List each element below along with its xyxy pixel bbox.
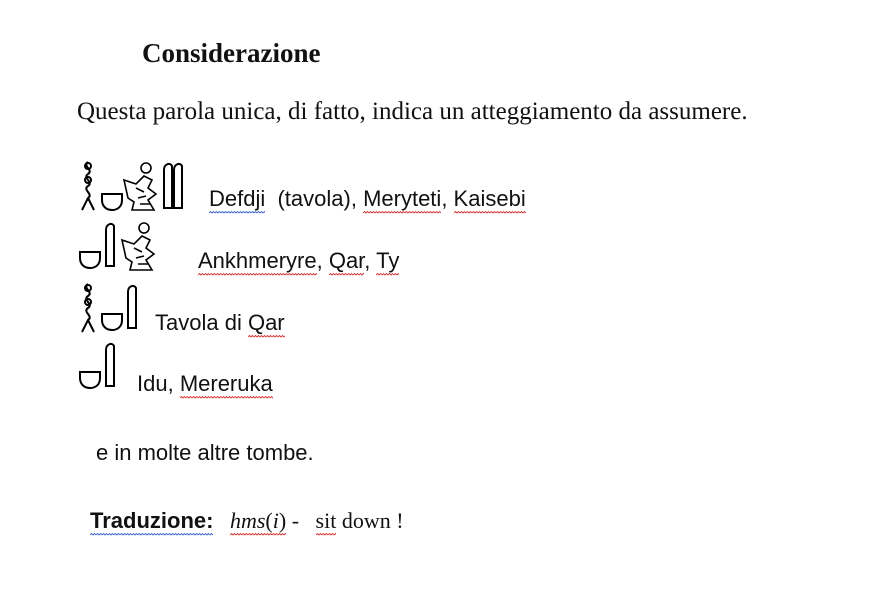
transliteration: hms(i) [230,508,286,536]
wick-icon [82,162,94,210]
meaning-rest: down ! [336,508,404,533]
translation-dash: - [286,508,316,533]
seated-man-icon [124,163,156,210]
hieroglyph-group-3 [78,280,148,341]
row-1-text: Defdji (tavola), Meryteti, Kaisebi [209,186,526,212]
name-mereruka: Mereruka [180,371,273,399]
reed-sign-icon [106,344,114,386]
bread-loaf-icon [80,252,100,268]
row-3-text: Tavola di Qar [155,310,285,336]
hieroglyph-group-1 [78,158,188,219]
name-qar: Qar [248,310,285,338]
hieroglyph-group-2 [78,218,178,279]
meaning-word: sit [316,508,337,536]
hieroglyph-group-4 [78,342,128,403]
name-qar: Qar [329,248,364,276]
name-kaisebi: Kaisebi [454,186,526,214]
row-4-text: Idu, Mereruka [137,371,273,397]
name-ty: Ty [376,248,399,276]
name-defdji: Defdji [209,186,265,214]
name-meryteti: Meryteti [363,186,441,214]
footer-note: e in molte altre tombe. [96,440,314,465]
reed-sign-icon [106,224,114,266]
reed-sign-icon [164,164,182,208]
page-title: Considerazione [142,38,321,68]
bread-loaf-icon [80,372,100,388]
row-2-text: Ankhmeryre, Qar, Ty [198,248,399,274]
bread-loaf-icon [102,194,122,210]
seated-man-icon [122,223,154,270]
bread-loaf-icon [102,314,122,330]
translation-line [90,508,404,534]
reed-sign-icon [128,286,136,328]
intro-paragraph: Questa parola unica, di fatto, indica un atteggiamento da assumere. [77,98,748,125]
name-ankhmeryre: Ankhmeryre [198,248,317,276]
translation-label: Traduzione: [90,508,213,536]
wick-icon [82,284,94,332]
